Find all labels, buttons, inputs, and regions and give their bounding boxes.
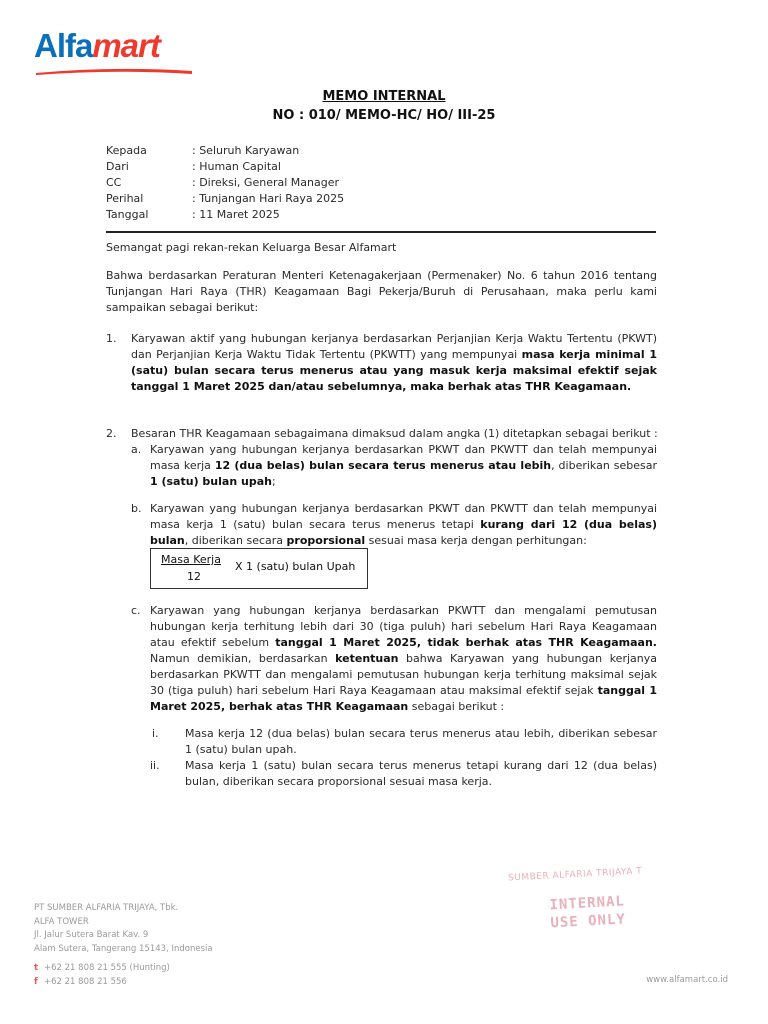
item-2-number: 2. bbox=[106, 427, 117, 440]
item-2a-b2: 1 (satu) bulan upah bbox=[150, 475, 272, 488]
kepada-value: : Seluruh Karyawan bbox=[192, 144, 300, 157]
item-2c-b3: tanggal 1 Maret 2025, berhak atas THR Keagamaan bbox=[150, 684, 658, 713]
memo-number: NO : 010/ MEMO-HC/ HO/ III-25 bbox=[272, 108, 496, 123]
footer-fax: +62 21 808 21 556 bbox=[44, 976, 127, 987]
dari-label: Dari bbox=[106, 160, 129, 173]
phone-icon: t bbox=[34, 963, 39, 973]
fax-icon: f bbox=[34, 976, 38, 987]
tanggal-label: Tanggal bbox=[106, 208, 149, 221]
item-2a-b1: 12 (dua belas) bulan secara terus menerus atau lebih bbox=[214, 459, 552, 472]
company-contact bbox=[34, 962, 170, 989]
item-1-plain: Karyawan aktif yang hubungan kerjanya berdasarkan Perjanjian Kerja Waktu Tertentu (PKWT) dan Perjanjian Kerja Waktu Tidak Tertentu (PKWTT) yang mempunyai bbox=[131, 332, 657, 361]
item-1-bold: masa kerja minimal 1 (satu) bulan secara terus menerus atau yang masuk kerja maksimal efektif sejak tanggal 1 Maret 2025 dan/atau sebelumnya, maka berhak atas THR Keagamaan. bbox=[131, 348, 657, 393]
sub-i-text: Masa kerja 12 (dua belas) bulan secara terus menerus atau lebih, diberikan sebesar 1 (satu) bulan upah. bbox=[185, 727, 657, 756]
formula-numerator: Masa Kerja bbox=[161, 553, 221, 566]
item-2-text: Besaran THR Keagamaan sebagaimana dimaksud dalam angka (1) ditetapkan sebagai berikut : bbox=[131, 427, 658, 440]
footer-street: Jl. Jalur Sutera Barat Kav. 9 bbox=[34, 930, 149, 940]
sub-ii-text: Masa kerja 1 (satu) bulan secara terus menerus tetapi kurang dari 12 (dua belas) bulan, diberikan secara proporsional sesuai masa kerja. bbox=[185, 759, 657, 788]
item-2c-b2: ketentuan bbox=[335, 652, 399, 665]
item-2b-t1: Karyawan yang hubungan kerjanya berdasarkan PKWT dan PKWTT dan telah mempunyai masa kerja 1 (satu) bulan secara terus menerus tetapi bbox=[150, 502, 657, 531]
footer-phone: +62 21 808 21 555 (Hunting) bbox=[44, 963, 170, 973]
item-2b-b2: proporsional bbox=[286, 534, 366, 547]
proportional-formula-box bbox=[150, 548, 368, 589]
memo-title: MEMO INTERNAL bbox=[322, 89, 446, 104]
sub-ii-label: ii. bbox=[150, 759, 160, 772]
item-2c-t4: sebagai berikut : bbox=[408, 700, 505, 713]
footer-company: PT SUMBER ALFARIA TRIJAYA, Tbk. bbox=[34, 903, 179, 913]
alfamart-logo bbox=[34, 28, 204, 84]
item-2a-t1: Karyawan yang hubungan kerjanya berdasarkan PKWT dan PKWTT dan telah mempunyai masa kerja bbox=[150, 443, 657, 472]
logo-text-alfa: Alfa bbox=[34, 27, 93, 64]
perihal-value: : Tunjangan Hari Raya 2025 bbox=[192, 192, 345, 205]
website-link[interactable]: www.alfamart.co.id bbox=[646, 975, 728, 985]
item-2c-label: c. bbox=[131, 604, 141, 617]
dari-value: : Human Capital bbox=[192, 160, 281, 173]
item-2a-label: a. bbox=[131, 443, 142, 456]
item-2c-t1: Karyawan yang hubungan kerjanya berdasarkan PKWTT dan mengalami pemutusan hubungan kerja terhitung lebih dari 30 (tiga puluh) hari sebelum Hari Raya Keagamaan atau efektif sebelum bbox=[150, 604, 657, 649]
company-address bbox=[34, 902, 213, 956]
footer-fax-row bbox=[34, 976, 170, 990]
cc-value: : Direksi, General Manager bbox=[192, 176, 339, 189]
item-2a-t3: ; bbox=[271, 475, 276, 488]
perihal-label: Perihal bbox=[106, 192, 144, 205]
formula-denominator: 12 bbox=[187, 570, 201, 583]
item-1-text bbox=[131, 331, 657, 395]
footer-building: ALFA TOWER bbox=[34, 916, 89, 927]
item-2b-t3: sesuai masa kerja dengan perhitungan: bbox=[365, 534, 587, 547]
item-2b-text bbox=[150, 501, 657, 549]
logo-swoosh-icon bbox=[34, 66, 194, 76]
stamp-company: SUMBER ALFARIA TRIJAYA T bbox=[507, 866, 643, 884]
item-2c-t2: Namun demikian, berdasarkan bbox=[150, 652, 336, 665]
sub-i-label: i. bbox=[152, 727, 159, 740]
item-1-number: 1. bbox=[106, 332, 117, 345]
stamp-internal: INTERNAL bbox=[549, 893, 626, 914]
logo-text-mart: mart bbox=[92, 27, 160, 64]
item-2b-label: b. bbox=[131, 502, 142, 515]
item-2a-text bbox=[150, 442, 657, 490]
item-2c-text bbox=[150, 603, 657, 715]
header-divider bbox=[106, 231, 656, 233]
cc-label: CC bbox=[106, 176, 122, 189]
item-2c-t3: bahwa Karyawan yang hubungan kerjanya berdasarkan PKWTT dan mengalami pemutusan hubungan kerja terhitung maksimal sejak 30 (tiga puluh) hari sebelum Hari Raya Keagamaan atau maksimal efektif sejak bbox=[150, 652, 657, 697]
kepada-label: Kepada bbox=[106, 144, 147, 157]
item-2c-b1: tanggal 1 Maret 2025, tidak berhak atas THR Keagamaan. bbox=[275, 636, 657, 649]
internal-use-stamp bbox=[507, 866, 643, 932]
footer-phone-row bbox=[34, 962, 170, 976]
item-2b-t2: , diberikan secara bbox=[184, 534, 287, 547]
tanggal-value: : 11 Maret 2025 bbox=[192, 208, 280, 221]
stamp-use-only: USE ONLY bbox=[550, 911, 627, 932]
item-2b-b1: kurang dari 12 (dua belas) bulan bbox=[150, 518, 658, 547]
formula-multiplier: X 1 (satu) bulan Upah bbox=[235, 560, 356, 573]
intro-paragraph: Bahwa berdasarkan Peraturan Menteri Ketenagakerjaan (Permenaker) No. 6 tahun 2016 tentang Tunjangan Hari Raya (THR) Keagamaan Bagi Pekerja/Buruh di Perusahaan, maka perlu kami sampaikan sebagai berikut: bbox=[106, 269, 657, 314]
footer-city: Alam Sutera, Tangerang 15143, Indonesia bbox=[34, 943, 213, 954]
greeting: Semangat pagi rekan-rekan Keluarga Besar Alfamart bbox=[106, 241, 397, 254]
item-2a-t2: , diberikan sebesar bbox=[551, 459, 657, 472]
